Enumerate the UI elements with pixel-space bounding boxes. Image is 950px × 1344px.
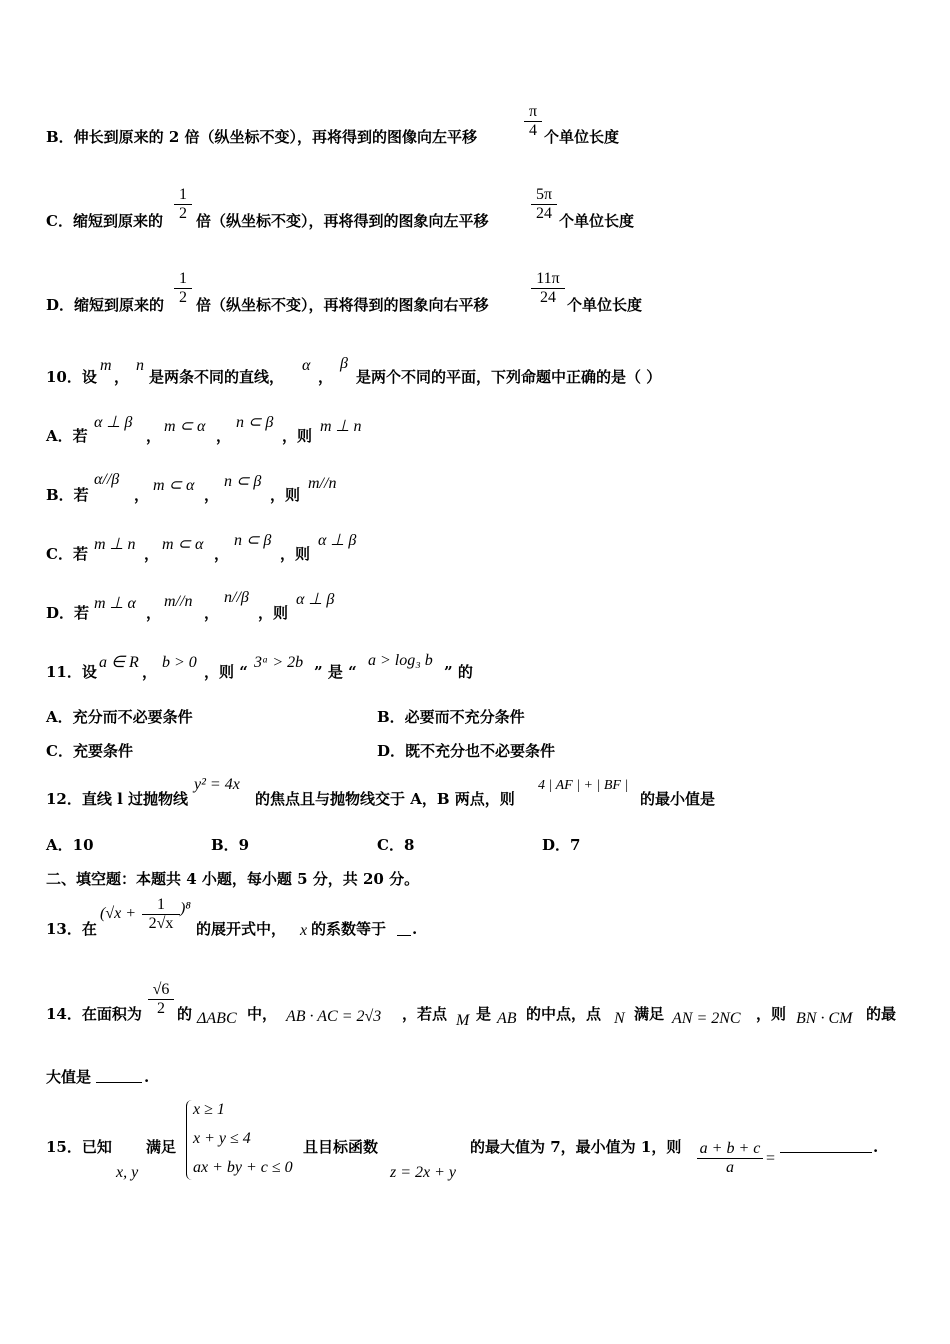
q12-a: 12．直线 l 过抛物线 bbox=[46, 790, 189, 808]
q10-b-sep2: ， bbox=[204, 486, 220, 504]
q10-d-then: ，则 bbox=[258, 604, 289, 622]
q9-d-f2-num: 11π bbox=[536, 270, 560, 287]
q14-k: . bbox=[144, 1068, 150, 1086]
q14-bc: BN · CM bbox=[796, 1010, 853, 1027]
q10-c-res: α ⊥ β bbox=[318, 532, 357, 549]
q10-a-then: ，则 bbox=[282, 427, 313, 445]
q13-expr-right: )⁸ bbox=[180, 900, 191, 917]
q15-c: 且目标函数 bbox=[303, 1138, 379, 1156]
q12-option-b: B．9 bbox=[211, 836, 250, 854]
q15-f-num: a + b + c bbox=[699, 1140, 761, 1157]
q10-b-then: ，则 bbox=[270, 486, 301, 504]
q9-d-mid: 倍（纵坐标不变），再将得到的图象向右平移 bbox=[196, 296, 489, 314]
q10-d-sep2: ， bbox=[204, 604, 220, 622]
q10-a-c1: α ⊥ β bbox=[94, 414, 133, 431]
q11-sep: ， bbox=[142, 663, 158, 681]
q15-sys-3: ax + by + c ≤ 0 bbox=[193, 1159, 293, 1176]
q10-d-c3: n//β bbox=[224, 589, 249, 606]
q14-AB: AB bbox=[497, 1010, 517, 1027]
q14-g: 满足 bbox=[634, 1005, 665, 1023]
q10-b-sep1: ， bbox=[134, 486, 150, 504]
q13-f-num: 1 bbox=[157, 896, 165, 913]
q15-b: 满足 bbox=[146, 1138, 177, 1156]
q14-f-den: 2 bbox=[157, 1000, 165, 1017]
q14-f: 的中点，点 bbox=[526, 1005, 602, 1023]
q10-a-label: A．若 bbox=[46, 427, 88, 445]
q10-b-c3: n ⊂ β bbox=[224, 473, 262, 490]
q12-expr: 4 | AF | + | BF | bbox=[538, 778, 629, 793]
q10-a-c3: n ⊂ β bbox=[236, 414, 274, 431]
q15-vars: x, y bbox=[116, 1164, 139, 1181]
q12-option-c: C．8 bbox=[377, 836, 415, 854]
q15-z: z = 2x + y bbox=[390, 1164, 457, 1181]
q9-b-den: 4 bbox=[529, 122, 537, 139]
q14-N: N bbox=[614, 1010, 625, 1027]
q15-answer-blank[interactable] bbox=[780, 1152, 872, 1153]
q10-b-res: m//n bbox=[308, 475, 337, 492]
q9-d-f1-den: 2 bbox=[179, 289, 187, 306]
q9-c-f2-den: 24 bbox=[536, 205, 552, 222]
q9-d-fraction1 bbox=[174, 270, 192, 307]
q11-option-d: D．既不充分也不必要条件 bbox=[377, 742, 556, 760]
q9-c-mid: 倍（纵坐标不变），再将得到的图象向左平移 bbox=[196, 212, 489, 230]
q15-f-den: a bbox=[726, 1159, 734, 1176]
q10-beta: β bbox=[340, 355, 348, 372]
q10-d-c1: m ⊥ α bbox=[94, 595, 136, 612]
q15-sys-1: x ≥ 1 bbox=[193, 1101, 225, 1118]
q9-b-post: 个单位长度 bbox=[544, 128, 620, 146]
q13-a: 13．在 bbox=[46, 920, 97, 938]
q15-e: . bbox=[873, 1138, 879, 1156]
q13-expr-left: (√x + bbox=[100, 905, 137, 922]
q14-dot: AB · AC = 2√3 bbox=[286, 1008, 382, 1025]
q10-stem bbox=[46, 367, 97, 387]
q14-answer-blank[interactable] bbox=[96, 1082, 142, 1083]
q10-stem-b: 是两条不同的直线， bbox=[149, 368, 285, 386]
q14-e: 是 bbox=[476, 1005, 492, 1023]
q15-eq: = bbox=[766, 1150, 776, 1167]
section-heading: 二、填空题：本题共 4 小题，每小题 5 分，共 20 分。 bbox=[46, 870, 420, 888]
q13-x: x bbox=[300, 922, 308, 939]
q9-c-f2-num: 5π bbox=[535, 186, 553, 203]
q9-d-f1-num: 1 bbox=[179, 270, 187, 287]
q13-f-den: 2√x bbox=[148, 915, 174, 932]
q9-option-b bbox=[46, 127, 477, 147]
q14-d: ，若点 bbox=[402, 1005, 448, 1023]
q11-option-b: B．必要而不充分条件 bbox=[377, 708, 525, 726]
q15-brace bbox=[186, 1100, 193, 1180]
q12-b: 的焦点且与抛物线交于 A，B 两点，则 bbox=[255, 790, 515, 808]
q9-d-pre: D．缩短到原来的 bbox=[46, 296, 165, 314]
q11-c: ” 是 “ bbox=[314, 663, 357, 681]
q14-b: 的 bbox=[177, 1005, 193, 1023]
q10-a-c2: m ⊂ α bbox=[164, 418, 206, 435]
q10-c-c1: m ⊥ n bbox=[94, 536, 136, 553]
q10-d-sep1: ， bbox=[146, 604, 162, 622]
q10-alpha: α bbox=[302, 357, 311, 374]
q9-d-post: 个单位长度 bbox=[567, 296, 643, 314]
q14-h: ，则 bbox=[756, 1005, 787, 1023]
q9-b-num: π bbox=[528, 103, 538, 120]
q11-c2: b > 0 bbox=[162, 654, 197, 671]
q15-fraction bbox=[697, 1140, 763, 1177]
q10-a-sep2: ， bbox=[216, 427, 232, 445]
q10-d-c2: m//n bbox=[164, 593, 193, 610]
q14-triangle: ΔABC bbox=[197, 1010, 237, 1027]
q10-c-label: C．若 bbox=[46, 545, 88, 563]
q10-stem-c: 是两个不同的平面，下列命题中正确的是（ ） bbox=[356, 368, 662, 386]
q10-stem-a: 10．设 bbox=[46, 368, 97, 386]
q10-a-sep1: ， bbox=[146, 427, 162, 445]
q13-c: 的系数等于 bbox=[311, 920, 387, 938]
q9-c-f1-num: 1 bbox=[179, 186, 187, 203]
q10-d-label: D．若 bbox=[46, 604, 90, 622]
q9-b-text: B．伸长到原来的 2 倍（纵坐标不变），再将得到的图像向左平移 bbox=[46, 128, 478, 146]
q10-d-res: α ⊥ β bbox=[296, 591, 335, 608]
q10-c-then: ，则 bbox=[280, 545, 311, 563]
q14-fraction bbox=[148, 981, 174, 1018]
q11-option-a: A．充分而不必要条件 bbox=[46, 708, 193, 726]
q10-comma2: ， bbox=[318, 368, 334, 386]
q10-b-label: B．若 bbox=[46, 486, 89, 504]
q10-n: n bbox=[136, 357, 144, 374]
q15-d: 的最大值为 7，最小值为 1，则 bbox=[470, 1138, 682, 1156]
q14-i: 的最 bbox=[866, 1005, 897, 1023]
q10-c-c3: n ⊂ β bbox=[234, 532, 272, 549]
q10-comma1: ， bbox=[114, 368, 130, 386]
q14-eq: AN = 2NC bbox=[672, 1010, 741, 1027]
q11-d: ” 的 bbox=[444, 663, 473, 681]
q12-option-a: A．10 bbox=[46, 836, 94, 854]
q9-b-fraction bbox=[524, 103, 542, 140]
q14-f-num: √6 bbox=[152, 981, 170, 998]
q10-b-c2: m ⊂ α bbox=[153, 477, 195, 494]
q13-b: 的展开式中， bbox=[196, 920, 287, 938]
q9-c-fraction2 bbox=[531, 186, 557, 223]
q10-c-sep2: ， bbox=[214, 545, 230, 563]
q14-a: 14．在面积为 bbox=[46, 1005, 142, 1023]
q14-M: M bbox=[456, 1012, 470, 1029]
q9-c-post: 个单位长度 bbox=[559, 212, 635, 230]
q10-c-c2: m ⊂ α bbox=[162, 536, 204, 553]
q10-a-res: m ⊥ n bbox=[320, 418, 362, 435]
q10-b-c1: α//β bbox=[94, 471, 120, 488]
q9-c-f1-den: 2 bbox=[179, 205, 187, 222]
q11-a: 11．设 bbox=[46, 663, 97, 681]
q9-c-pre: C．缩短到原来的 bbox=[46, 212, 163, 230]
q12-option-d: D．7 bbox=[542, 836, 581, 854]
q10-m: m bbox=[100, 357, 112, 374]
q9-c-fraction1 bbox=[174, 186, 192, 223]
q9-d-f2-den: 24 bbox=[540, 289, 556, 306]
q11-e2: a > log₃ b bbox=[368, 652, 433, 669]
q11-option-c: C．充要条件 bbox=[46, 742, 133, 760]
q13-d: . bbox=[412, 920, 418, 938]
q13-answer-blank[interactable] bbox=[397, 935, 411, 936]
q10-c-sep1: ， bbox=[144, 545, 160, 563]
q11-b: ，则 “ bbox=[204, 663, 248, 681]
q11-e1: 3ᵃ > 2b bbox=[254, 654, 304, 671]
q15-sys-2: x + y ≤ 4 bbox=[193, 1130, 251, 1147]
q9-d-fraction2 bbox=[531, 270, 565, 307]
q12-c: 的最小值是 bbox=[640, 790, 716, 808]
q14-c: 中， bbox=[247, 1005, 278, 1023]
q15-a: 15．已知 bbox=[46, 1138, 112, 1156]
q11-c1: a ∈ R bbox=[99, 654, 139, 671]
q14-j: 大值是 bbox=[46, 1068, 92, 1086]
q13-fraction bbox=[142, 896, 180, 933]
q12-curve: y² = 4x bbox=[194, 776, 240, 793]
